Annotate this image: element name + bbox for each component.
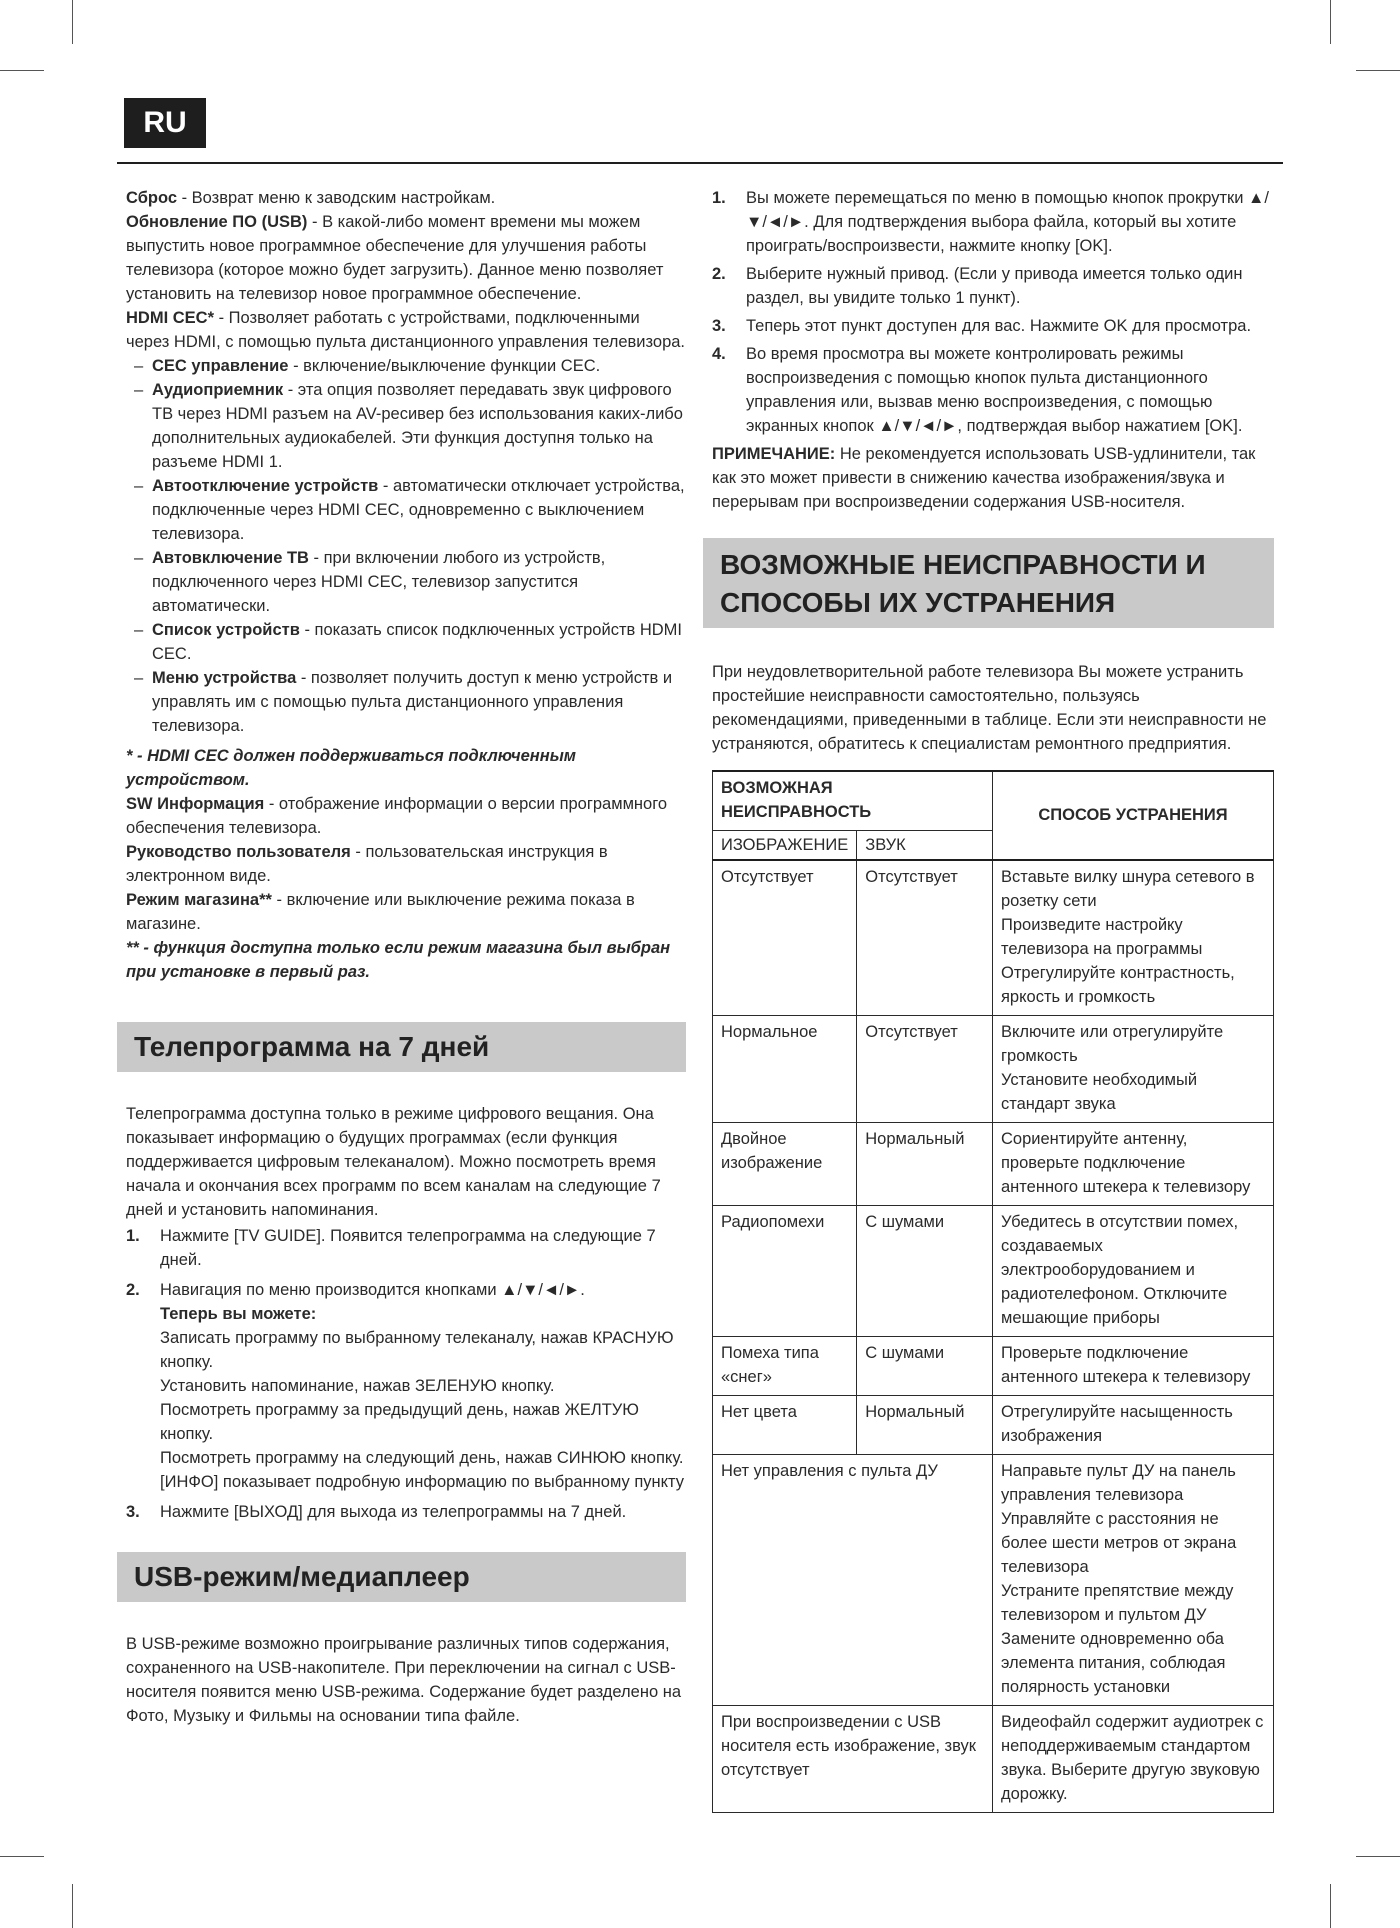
usb-intro: В USB-режиме возможно проигрывание различных типов содержания, сохраненного на USB-накопителе. При переключении на сигнал с USB-носителя появится меню USB-режима. Содержание будет разделено на Фото, Музыку и Фильмы на основании типа файле. — [126, 1635, 681, 1725]
cec-footnote: * - HDMI CEC должен поддерживаться подключенным устройством. — [126, 747, 577, 789]
header-solution: СПОСОБ УСТРАНЕНИЯ — [993, 771, 1274, 860]
cell-image: Двойное изображение — [713, 1123, 857, 1206]
cell-sound: С шумами — [857, 1206, 993, 1337]
list-item: – Автоотключение устройств - автоматически отключает устройства, подключенные через HDMI CEC, одновременно с выключением телевизора. — [126, 474, 686, 546]
list-item: 1. Нажмите [TV GUIDE]. Появится телепрограмма на следующие 7 дней. — [126, 1227, 656, 1269]
header-rule — [117, 162, 1283, 164]
cell-solution: Вставьте вилку шнура сетевого в розетку сети Произведите настройку телевизора на программы Отрегулируйте контрастность, яркость и громкость — [993, 860, 1274, 1016]
table-row — [713, 1206, 1274, 1337]
crop-mark — [1330, 0, 1331, 44]
cell-solution: Видеофайл содержит аудиотрек с неподдерживаемым стандартом звука. Выберите другую звуковую дорожку. — [993, 1706, 1274, 1813]
list-item: 3. Нажмите [ВЫХОД] для выхода из телепрограммы на 7 дней. — [126, 1503, 627, 1521]
cell-image: Радиопомехи — [713, 1206, 857, 1337]
list-item: – Аудиоприемник - эта опция позволяет передавать звук цифрового ТВ через HDMI разъем на AV-ресивер без использования каких-либо дополнительных аудиокабелей. Эти функция доступня только на разъеме HDMI 1. — [126, 378, 686, 474]
list-item: 1. Вы можете перемещаться по меню в помощью кнопок прокрутки ▲/▼/◄/►. Для подтверждения выбора файла, который вы хотите проиграть/воспроизвести, нажмите кнопку [OK]. — [712, 189, 1269, 255]
item-sw-info: SW Информация - отображение информации о версии программного обеспечения телевизора. — [126, 795, 668, 837]
list-item: 4. Во время просмотра вы можете контролировать режимы воспроизведения с помощью кнопок пульта дистанционного управления или, вызвав меню воспроизведения, с помощью экранных кнопок ▲/▼/◄/►, подтверждая выбор нажатием [OK]. — [712, 345, 1243, 435]
header-problem: ВОЗМОЖНАЯ НЕИСПРАВНОСТЬ — [713, 771, 993, 831]
tv-guide-steps — [126, 1224, 686, 1524]
header-sound: ЗВУК — [857, 831, 993, 861]
table-row — [713, 1706, 1274, 1813]
cell-image: Отсутствует — [713, 860, 857, 1016]
cell-sound: Нормальный — [857, 1396, 993, 1455]
table-row — [713, 1337, 1274, 1396]
left-column — [126, 186, 686, 1728]
item-reset: Сброс - Возврат меню к заводским настройкам. — [126, 189, 496, 207]
cell-solution: Сориентируйте антенну, проверьте подключение антенного штекера к телевизору — [993, 1123, 1274, 1206]
header-image: ИЗОБРАЖЕНИЕ — [713, 831, 857, 861]
cell-solution: Направьте пульт ДУ на панель управления телевизора Управляйте с расстояния не более шести метров от экрана телевизора Устраните препятствие между телевизором и пультом ДУ Замените одновременно оба элемента питания, соблюдая полярность установки — [993, 1455, 1274, 1706]
section-title-usb: USB-режим/медиаплеер — [117, 1552, 686, 1602]
section-title-troubleshooting: ВОЗМОЖНЫЕ НЕИСПРАВНОСТИ И СПОСОБЫ ИХ УСТРАНЕНИЯ — [703, 538, 1274, 628]
troubleshooting-table — [712, 770, 1274, 1813]
cell-problem: При воспроизведении с USB носителя есть изображение, звук отсутствует — [713, 1706, 993, 1813]
cell-solution: Отрегулируйте насыщенность изображения — [993, 1396, 1274, 1455]
crop-mark — [72, 1884, 73, 1928]
item-software-update: Обновление ПО (USB) - В какой-либо момент времени мы можем выпустить новое программное обеспечение для улучшения работы телевизора (которое можно будет загрузить). Данное меню позволяет установить на телевизор новое программное обеспечение. — [126, 213, 664, 303]
list-item: 2. Выберите нужный привод. (Если у привода имеется только один раздел, вы увидите только 1 пункт). — [712, 265, 1243, 307]
right-column — [712, 186, 1274, 1813]
cell-solution: Проверьте подключение антенного штекера к телевизору — [993, 1337, 1274, 1396]
cell-sound: Отсутствует — [857, 1016, 993, 1123]
cell-sound: Отсутствует — [857, 860, 993, 1016]
crop-mark — [0, 70, 44, 71]
cell-image: Нет цвета — [713, 1396, 857, 1455]
cec-sublist — [126, 354, 686, 738]
cell-problem: Нет управления с пульта ДУ — [713, 1455, 993, 1706]
cell-solution: Включите или отрегулируйте громкость Установите необходимый стандарт звука — [993, 1016, 1274, 1123]
list-item: – Меню устройства - позволяет получить доступ к меню устройств и управлять им с помощью пульта дистанционного управления телевизора. — [126, 666, 686, 738]
item-user-manual: Руководство пользователя - пользовательская инструкция в электронном виде. — [126, 843, 608, 885]
cell-solution: Убедитесь в отсутствии помех, создаваемых электрооборудованием и радиотелефоном. Отключите мешающие приборы — [993, 1206, 1274, 1337]
crop-mark — [72, 0, 73, 44]
table-row — [713, 1455, 1274, 1706]
cell-image: Нормальное — [713, 1016, 857, 1123]
list-item: 2. Навигация по меню производится кнопками ▲/▼/◄/►. Теперь вы можете: Записать программу по выбранному телеканалу, нажав КРАСНУЮ кнопку. Установить напоминание, нажав ЗЕЛЕНУЮ кнопку. Посмотреть программу за предыдущий день, нажав ЖЕЛТУЮ кнопку. Посмотреть программу на следующий день, нажав СИНЮЮ кнопку. [ИНФО] показывает подробную информацию по выбранному пункту — [126, 1281, 685, 1491]
cell-sound: С шумами — [857, 1337, 993, 1396]
troubleshooting-intro: При неудовлетворительной работе телевизора Вы можете устранить простейшие неисправности самостоятельно, пользуясь рекомендациями, приведенными в таблице. Если эти неисправности не устраняются, обратитесь к специалистам ремонтного предприятия. — [712, 663, 1267, 753]
list-item: – Список устройств - показать список подключенных устройств HDMI CEC. — [126, 618, 686, 666]
cell-image: Помеха типа «снег» — [713, 1337, 857, 1396]
tv-guide-intro: Телепрограмма доступна только в режиме цифрового вещания. Она показывает информацию о будущих программах (если функция поддерживается цифровым телеканалом). Можно посмотреть время начала и окончания всех программ по всем каналам на следующие 7 дней и установить напоминания. — [126, 1105, 661, 1219]
table-row — [713, 1123, 1274, 1206]
list-item: – CEC управление - включение/выключение функции CEC. — [126, 354, 686, 378]
item-hdmi-cec: HDMI CEC* - Позволяет работать с устройствами, подключенными через HDMI, с помощью пульта дистанционного управления телевизора. — [126, 309, 686, 351]
table-row — [713, 1016, 1274, 1123]
section-title-tv-guide: Телепрограмма на 7 дней — [117, 1022, 686, 1072]
language-badge: RU — [124, 98, 206, 148]
crop-mark — [1356, 70, 1400, 71]
crop-mark — [0, 1856, 44, 1857]
list-item: 3. Теперь этот пункт доступен для вас. Нажмите OK для просмотра. — [712, 317, 1252, 335]
table-row — [713, 860, 1274, 1016]
store-footnote: ** - функция доступна только если режим магазина был выбран при установке в первый раз. — [126, 939, 671, 981]
crop-mark — [1356, 1856, 1400, 1857]
cell-sound: Нормальный — [857, 1123, 993, 1206]
list-item: – Автовключение ТВ - при включении любого из устройств, подключенного через HDMI CEC, телевизор запустится автоматически. — [126, 546, 686, 618]
usb-note: ПРИМЕЧАНИЕ: Не рекомендуется использовать USB-удлинители, так как это может привести в снижению качества изображения/звука и перерывам при воспроизведении содержания USB-носителя. — [712, 445, 1256, 511]
usb-steps — [712, 186, 1274, 438]
table-row — [713, 1396, 1274, 1455]
crop-mark — [1330, 1884, 1331, 1928]
item-store-mode: Режим магазина** - включение или выключение режима показа в магазине. — [126, 891, 635, 933]
